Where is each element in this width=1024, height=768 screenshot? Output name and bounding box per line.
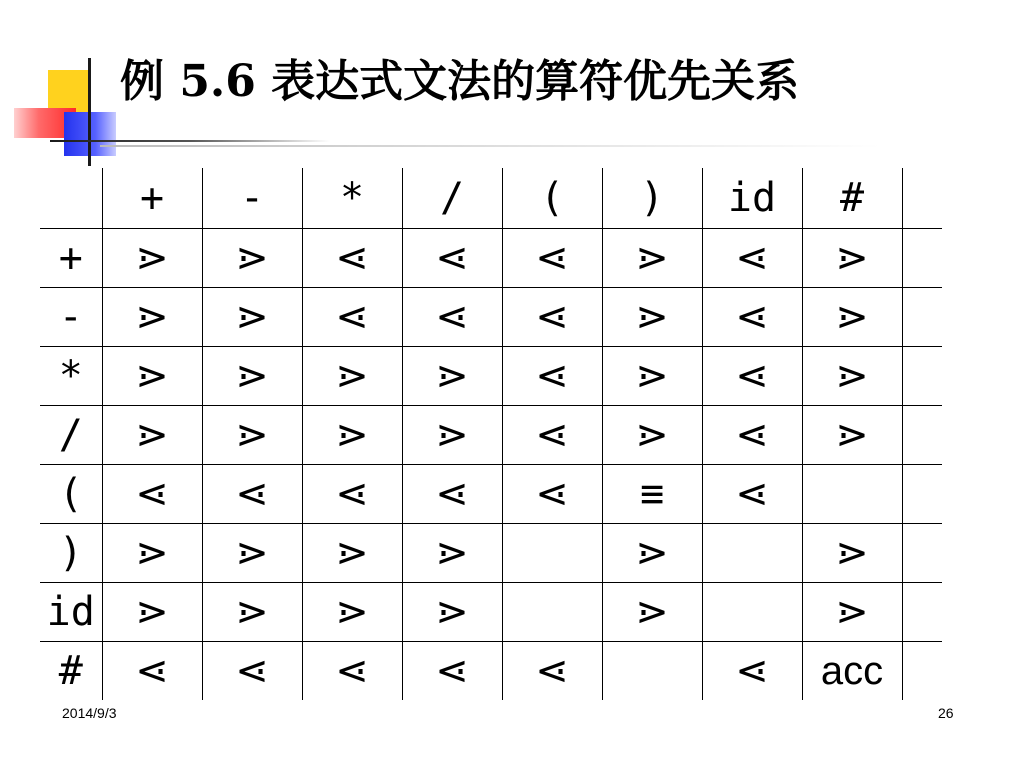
relation-cell: ⋖ xyxy=(502,229,602,288)
table-row xyxy=(40,642,942,701)
relation-cell: ⋗ xyxy=(202,229,302,288)
relation-cell: ⋖ xyxy=(402,465,502,524)
column-header: ) xyxy=(602,168,702,229)
relation-cell: ⋗ xyxy=(302,583,402,642)
relation-cell: ⋗ xyxy=(402,347,502,406)
relation-cell: ⋖ xyxy=(302,465,402,524)
row-header: / xyxy=(40,406,102,465)
relation-cell: ⋖ xyxy=(702,347,802,406)
relation-cell: ⋗ xyxy=(602,347,702,406)
column-header: # xyxy=(802,168,902,229)
logo-vertical-rule xyxy=(88,58,91,166)
column-header: + xyxy=(102,168,202,229)
relation-cell: ⋗ xyxy=(402,524,502,583)
table-row xyxy=(40,583,942,642)
page-number: 26 xyxy=(938,705,954,721)
row-header: * xyxy=(40,347,102,406)
table-row xyxy=(40,288,942,347)
relation-cell: ⋖ xyxy=(502,347,602,406)
relation-cell: ⋖ xyxy=(302,642,402,701)
relation-cell xyxy=(802,465,902,524)
relation-cell: ⋖ xyxy=(402,642,502,701)
relation-cell: ⋗ xyxy=(402,406,502,465)
relation-cell: ⋖ xyxy=(702,642,802,701)
relation-cell: ⋗ xyxy=(302,347,402,406)
relation-cell: ⋖ xyxy=(702,465,802,524)
relation-cell: ⋗ xyxy=(802,524,902,583)
relation-cell: ⋗ xyxy=(602,406,702,465)
relation-cell: ⋖ xyxy=(502,406,602,465)
relation-cell: ⋖ xyxy=(302,229,402,288)
title-underline xyxy=(100,145,880,147)
spare-cell xyxy=(902,347,942,406)
relation-cell: ⋗ xyxy=(602,583,702,642)
relation-cell: acc xyxy=(802,642,902,701)
spare-cell xyxy=(902,642,942,701)
table-row xyxy=(40,229,942,288)
relation-cell xyxy=(602,642,702,701)
table-row xyxy=(40,524,942,583)
footer-date: 2014/9/3 xyxy=(62,705,117,721)
relation-cell: ⋗ xyxy=(602,524,702,583)
relation-cell: ⋖ xyxy=(502,465,602,524)
row-header: ) xyxy=(40,524,102,583)
relation-cell: ≡ xyxy=(602,465,702,524)
relation-cell: ⋖ xyxy=(402,229,502,288)
relation-cell: ⋗ xyxy=(202,406,302,465)
relation-cell: ⋗ xyxy=(302,406,402,465)
table-row xyxy=(40,406,942,465)
relation-cell: ⋖ xyxy=(102,642,202,701)
relation-cell: ⋗ xyxy=(802,229,902,288)
relation-cell: ⋖ xyxy=(302,288,402,347)
table-header-row xyxy=(40,168,942,229)
row-header: ( xyxy=(40,465,102,524)
relation-cell xyxy=(702,524,802,583)
spare-cell xyxy=(902,406,942,465)
relation-cell: ⋖ xyxy=(702,229,802,288)
relation-cell: ⋖ xyxy=(502,288,602,347)
relation-cell xyxy=(502,583,602,642)
relation-cell: ⋗ xyxy=(202,583,302,642)
column-header: * xyxy=(302,168,402,229)
row-header: # xyxy=(40,642,102,701)
precedence-table xyxy=(40,168,942,700)
relation-cell: ⋗ xyxy=(802,288,902,347)
relation-cell: ⋗ xyxy=(102,406,202,465)
relation-cell: ⋗ xyxy=(302,524,402,583)
relation-cell: ⋗ xyxy=(102,583,202,642)
spare-cell xyxy=(902,524,942,583)
logo-horizontal-rule xyxy=(50,140,330,142)
spare-cell xyxy=(902,583,942,642)
relation-cell: ⋗ xyxy=(402,583,502,642)
relation-cell: ⋖ xyxy=(702,406,802,465)
row-header: id xyxy=(40,583,102,642)
relation-cell xyxy=(702,583,802,642)
column-header: / xyxy=(402,168,502,229)
spare-cell xyxy=(902,168,942,229)
column-header: - xyxy=(202,168,302,229)
row-header: + xyxy=(40,229,102,288)
spare-cell xyxy=(902,288,942,347)
column-header: id xyxy=(702,168,802,229)
relation-cell: ⋗ xyxy=(802,347,902,406)
relation-cell xyxy=(502,524,602,583)
relation-cell: ⋖ xyxy=(202,465,302,524)
relation-cell: ⋗ xyxy=(802,406,902,465)
corner-cell xyxy=(40,168,102,229)
slide-title: 例 5.6 表达式文法的算符优先关系 xyxy=(120,56,800,107)
relation-cell: ⋗ xyxy=(202,347,302,406)
relation-cell: ⋖ xyxy=(502,642,602,701)
relation-cell: ⋖ xyxy=(202,642,302,701)
relation-cell: ⋗ xyxy=(202,288,302,347)
relation-cell: ⋗ xyxy=(102,229,202,288)
relation-cell: ⋗ xyxy=(202,524,302,583)
relation-cell: ⋗ xyxy=(102,288,202,347)
table-row xyxy=(40,347,942,406)
relation-cell: ⋖ xyxy=(702,288,802,347)
spare-cell xyxy=(902,465,942,524)
table-row xyxy=(40,465,942,524)
relation-cell: ⋗ xyxy=(602,288,702,347)
relation-cell: ⋖ xyxy=(402,288,502,347)
relation-cell: ⋗ xyxy=(602,229,702,288)
relation-cell: ⋗ xyxy=(102,524,202,583)
relation-cell: ⋗ xyxy=(802,583,902,642)
column-header: ( xyxy=(502,168,602,229)
relation-cell: ⋗ xyxy=(102,347,202,406)
relation-cell: ⋖ xyxy=(102,465,202,524)
row-header: - xyxy=(40,288,102,347)
spare-cell xyxy=(902,229,942,288)
